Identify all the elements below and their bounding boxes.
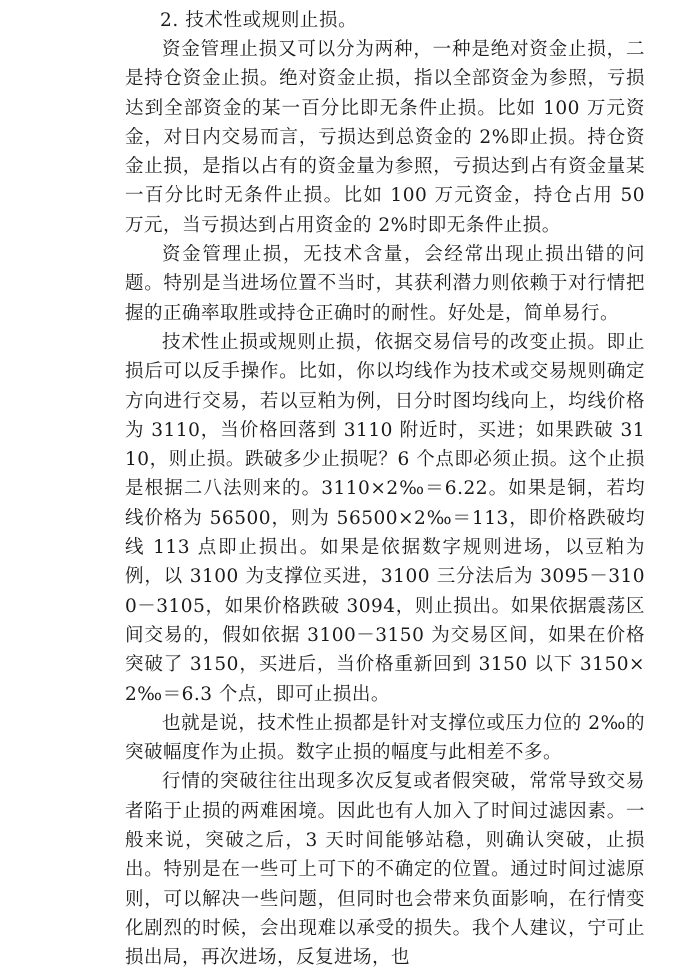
- section-heading: 2. 技术性或规则止损。: [160, 10, 358, 31]
- body-text: [125, 35, 645, 973]
- paragraph-technical-summary: 也就是说，技术性止损都是针对支撑位或压力位的 2‰的突破幅度作为止损。数字止损的幅度与此相差不多。: [125, 712, 645, 764]
- paragraph-time-filter: 行情的突破往往出现多次反复或者假突破，常常导致交易者陷于止损的两难困境。因此也有人加入了时间过滤因素。一般来说，突破之后，3 天时间能够站稳，则确认突破，止损出。特别是在一些可上可下的不确定的位置。通过时间过滤原则，可以解决一些问题，但同时也会带来负面影响，在行情变化剧烈的时候，会出现难以承受的损失。我个人建议，宁可止损出局，再次进场，反复进场，也: [125, 771, 645, 969]
- paragraph-fund-management-stop-loss: 资金管理止损又可以分为两种，一种是绝对资金止损，二是持仓资金止损。绝对资金止损，指以全部资金为参照，亏损达到全部资金的某一百分比即无条件止损。比如 100 万元资金，对日内交易而言，亏损达到总资金的 2%即止损。持仓资金止损，是指以占有的资金量为参照，亏损达到占有资金量某一百分比时无条件止损。比如 100 万元资金，持仓占用 50 万元，当亏损达到占用资金的 2%时即无条件止损。: [125, 39, 645, 236]
- paragraph-technical-stop-loss: 技术性止损或规则止损，依据交易信号的改变止损。即止损后可以反手操作。比如，你以均线作为技术或交易规则确定方向进行交易，若以豆粕为例，日分时图均线向上，均线价格为 3110，当价格回落到 3110 附近时，买进；如果跌破 3110，则止损。跌破多少止损呢？6 个点即必须止损。这个止损是根据二八法则来的。3110×2‰＝6.22。如果是铜，若均线价格为 56500，则为 56500×2‰＝113，即价格跌破均线 113 点即止损出。如果是依据数字规则进场，以豆粕为例，以 3100 为支撑位买进，3100 三分法后为 3095－3100－3105，如果价格跌破 3094，则止损出。如果依据震荡区间交易的，假如依据 3100－3150 为交易区间，如果在价格突破了 3150，买进后，当价格重新回到 3150 以下 3150×2‰＝6.3 个点，即可止损出。: [125, 331, 645, 705]
- paragraph-fund-management-drawbacks: 资金管理止损，无技术含量，会经常出现止损出错的问题。特别是当进场位置不当时，其获利潜力则依赖于对行情把握的正确率取胜或持仓正确时的耐性。好处是，简单易行。: [125, 244, 645, 324]
